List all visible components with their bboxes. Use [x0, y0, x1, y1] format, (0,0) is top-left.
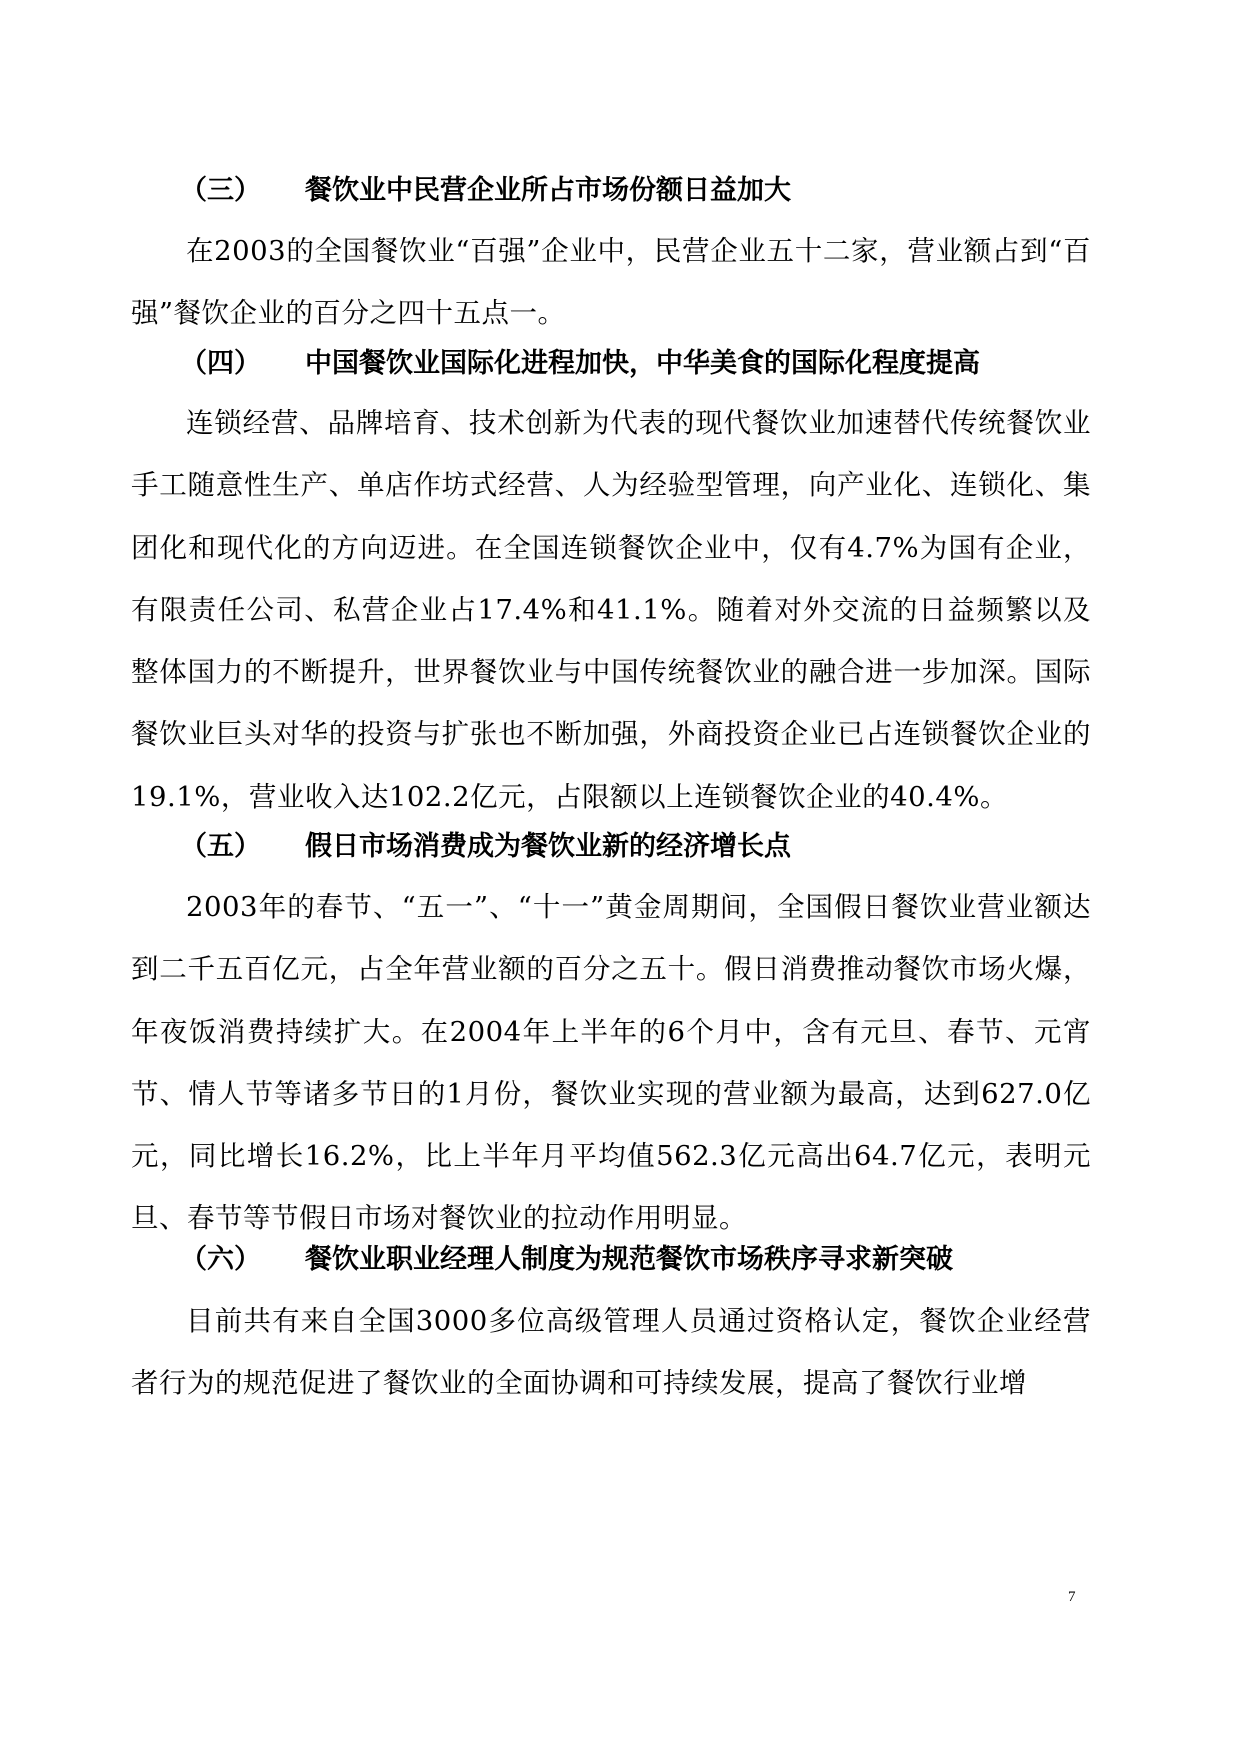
section-number: （六）	[180, 1244, 261, 1275]
section-body-3: 在2003的全国餐饮业“百强”企业中，民营企业五十二家，营业额占到“百强”餐饮企业的百分之四十五点一。	[131, 235, 1091, 330]
section-heading-6	[0, 1230, 1241, 1290]
section-heading-4	[0, 334, 1241, 394]
section-body-6: 目前共有来自全国3000多位高级管理人员通过资格认定，餐饮企业经营者行为的规范促进了餐饮业的全面协调和可持续发展，提高了餐饮行业增	[131, 1305, 1091, 1400]
section-heading-5	[0, 817, 1241, 877]
section-number: （三）	[180, 175, 261, 206]
section-body-5: 2003年的春节、“五一”、“十一”黄金周期间，全国假日餐饮业营业额达到二千五百亿元，占全年营业额的百分之五十。假日消费推动餐饮市场火爆，年夜饭消费持续扩大。在2004年上半年的6个月中，含有元旦、春节、元宵节、情人节等诸多节日的1月份，餐饮业实现的营业额为最高，达到627.0亿元，同比增长16.2%，比上半年月平均值562.3亿元高出64.7亿元，表明元旦、春节等节假日市场对餐饮业的拉动作用明显。	[131, 891, 1091, 1235]
section-title: 中国餐饮业国际化进程加快，中华美食的国际化程度提高	[305, 348, 980, 379]
section-number: （四）	[180, 348, 261, 379]
section-title: 餐饮业中民营企业所占市场份额日益加大	[305, 175, 791, 206]
section-body-4: 连锁经营、品牌培育、技术创新为代表的现代餐饮业加速替代传统餐饮业手工随意性生产、单店作坊式经营、人为经验型管理，向产业化、连锁化、集团化和现代化的方向迈进。在全国连锁餐饮企业中，仅有4.7%为国有企业，有限责任公司、私营企业占17.4%和41.1%。随着对外交流的日益频繁以及整体国力的不断提升，世界餐饮业与中国传统餐饮业的融合进一步加深。国际餐饮业巨头对华的投资与扩张也不断加强，外商投资企业已占连锁餐饮企业的19.1%，营业收入达102.2亿元，占限额以上连锁餐饮企业的40.4%。	[131, 407, 1091, 813]
section-number: （五）	[180, 831, 261, 862]
section-title: 假日市场消费成为餐饮业新的经济增长点	[305, 831, 791, 862]
page-number: 7	[1068, 1589, 1076, 1605]
section-heading-3	[0, 161, 1241, 221]
section-title: 餐饮业职业经理人制度为规范餐饮市场秩序寻求新突破	[305, 1244, 953, 1275]
